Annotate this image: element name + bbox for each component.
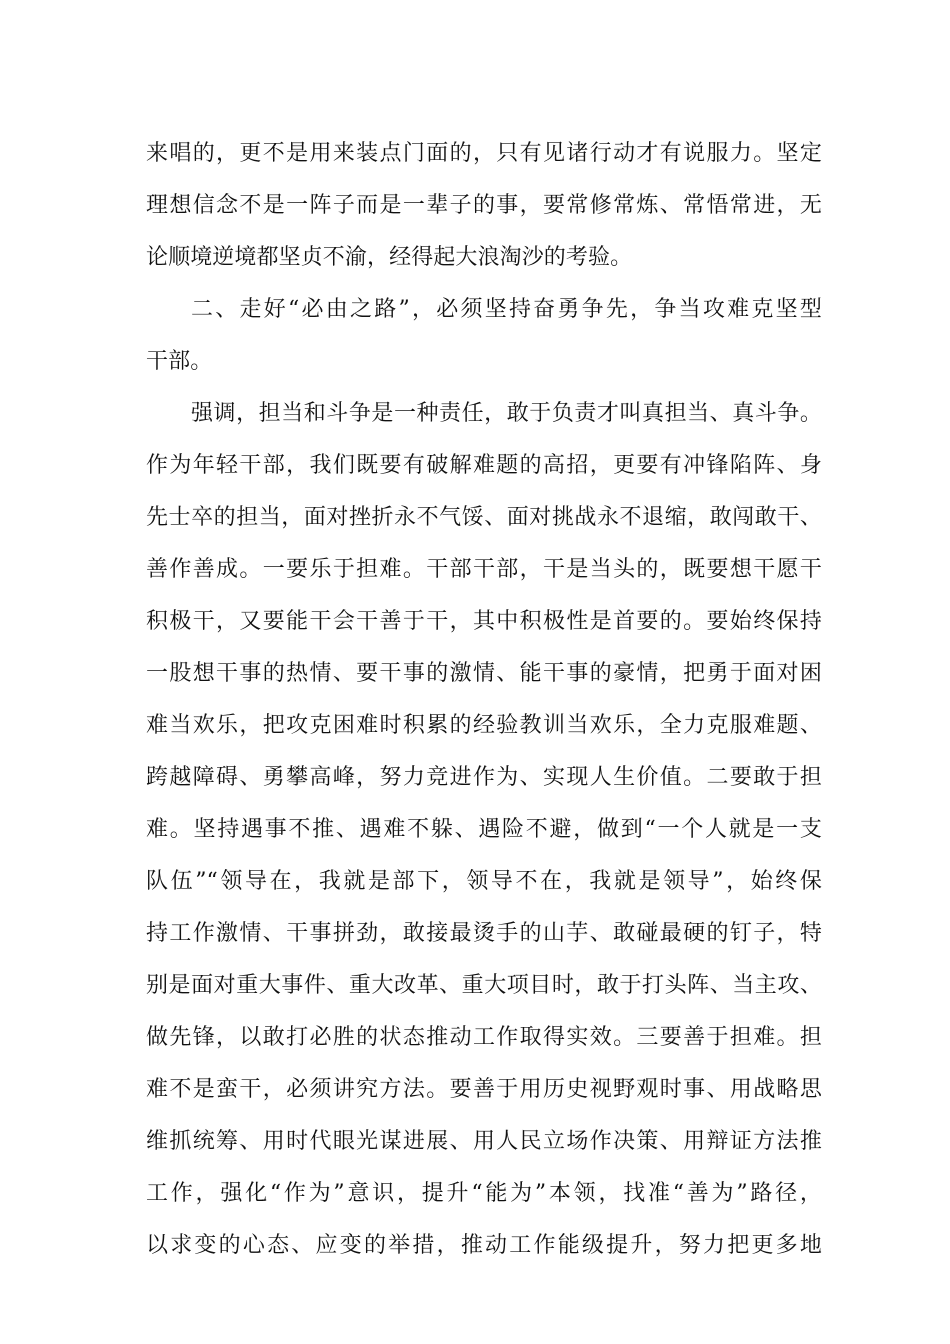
text-line: 难不是蛮干，必须讲究方法。要善于用历史视野观时事、用战略思	[146, 1077, 822, 1102]
text-line: 做先锋，以敢打必胜的状态推动工作取得实效。三要善于担难。担	[146, 1025, 822, 1050]
text-line: 工作，强化“作为”意识，提升“能为”本领，找准“善为”路径，	[146, 1181, 822, 1206]
text-line: 来唱的，更不是用来装点门面的，只有见诸行动才有说服力。坚定	[146, 141, 822, 166]
text-line: 理想信念不是一阵子而是一辈子的事，要常修常炼、常悟常进，无	[146, 193, 822, 218]
text-line: 以求变的心态、应变的举措，推动工作能级提升，努力把更多地	[146, 1233, 822, 1258]
text-line: 别是面对重大事件、重大改革、重大项目时，敢于打头阵、当主攻、	[146, 973, 822, 998]
text-line: 先士卒的担当，面对挫折永不气馁、面对挑战永不退缩，敢闯敢干、	[146, 505, 822, 530]
text-line: 作为年轻干部，我们既要有破解难题的高招，更要有冲锋陷阵、身	[146, 453, 822, 478]
document-body	[146, 128, 822, 1272]
text-line: 一股想干事的热情、要干事的激情、能干事的豪情，把勇于面对困	[146, 661, 822, 686]
text-line: 善作善成。一要乐于担难。干部干部，干是当头的，既要想干愿干	[146, 557, 822, 582]
section-heading-line: 二、走好“必由之路”，必须坚持奋勇争先，争当攻难克坚型	[191, 297, 822, 322]
text-line: 论顺境逆境都坚贞不渝，经得起大浪淘沙的考验。	[146, 245, 633, 270]
text-line: 难当欢乐，把攻克困难时积累的经验教训当欢乐，全力克服难题、	[146, 713, 822, 738]
text-line: 跨越障碍、勇攀高峰，努力竞进作为、实现人生价值。二要敢于担	[146, 765, 822, 790]
text-line: 难。坚持遇事不推、遇难不躲、遇险不避，做到“一个人就是一支	[146, 817, 822, 842]
text-line: 队伍”“领导在，我就是部下，领导不在，我就是领导”，始终保	[146, 869, 822, 894]
text-line: 维抓统筹、用时代眼光谋进展、用人民立场作决策、用辩证方法推	[146, 1129, 822, 1154]
text-line: 强调，担当和斗争是一种责任，敢于负责才叫真担当、真斗争。	[191, 401, 822, 426]
text-line: 积极干，又要能干会干善于干，其中积极性是首要的。要始终保持	[146, 609, 822, 634]
text-line: 持工作激情、干事拼劲，敢接最烫手的山芋、敢碰最硬的钉子，特	[146, 921, 822, 946]
section-heading-line: 干部。	[146, 349, 213, 374]
